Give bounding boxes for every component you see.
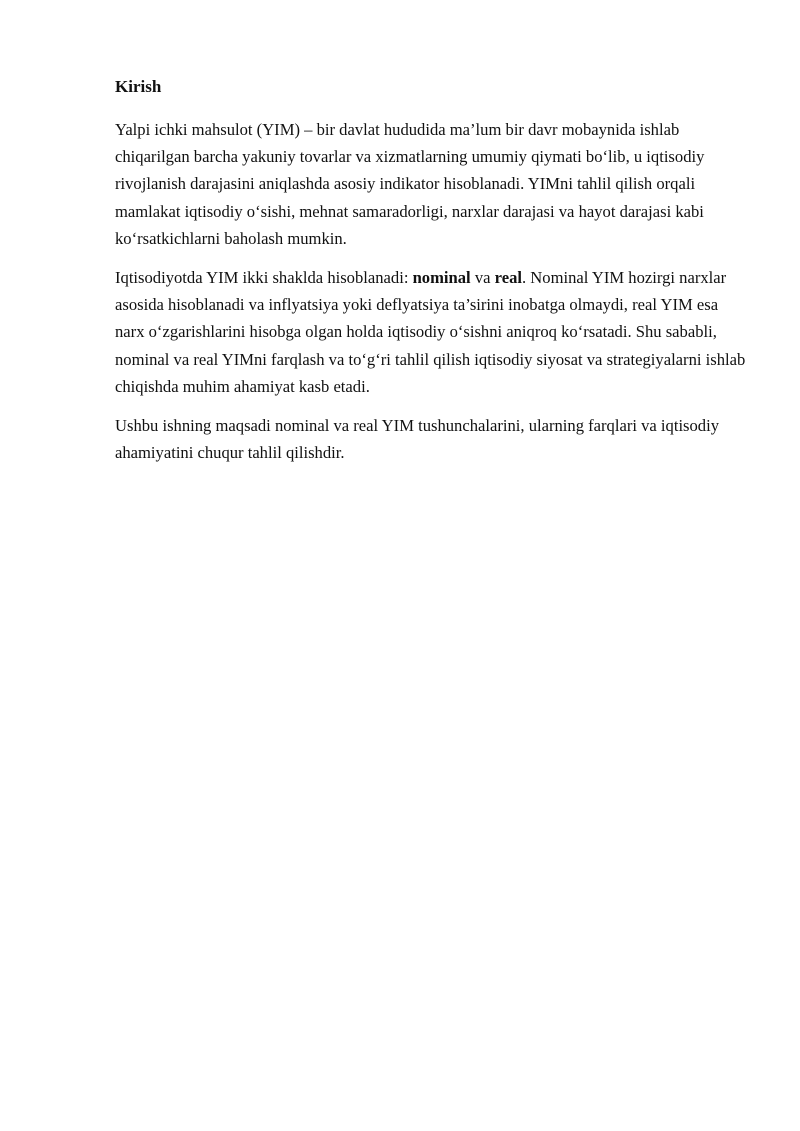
paragraph-2-text-1: Iqtisodiyotda YIM ikki shaklda hisoblanadi: <box>115 268 413 288</box>
term-nominal: nominal <box>412 268 471 288</box>
paragraph-1: Yalpi ichki mahsulot (YIM) – bir davlat hududida ma’lum bir davr mobaynida ishlab chiqarilgan barcha yakuniy tovarlar va xizmatlarning umumiy qiymati bo‘lib, u iqtisodiy rivojlanish darajasini aniqlashda asosiy indikator hisoblanadi. YIMni tahlil qilish orqali mamlakat iqtisodiy o‘sishi, mehnat samaradorligi, narxlar darajasi va hayot darajasi kabi ko‘rsatkichlarni baholash mumkin. <box>115 120 705 248</box>
term-real: real <box>494 268 522 288</box>
document-page <box>115 73 747 478</box>
section-heading: Kirish <box>115 77 162 96</box>
paragraph-2-text-2: va <box>470 268 495 288</box>
paragraph-3: Ushbu ishning maqsadi nominal va real YIM tushunchalarini, ularning farqlari va iqtisodiy ahamiyatini chuqur tahlil qilishdir. <box>115 416 720 463</box>
paragraph-2 <box>115 264 747 400</box>
paragraph-2-text-3: . Nominal YIM hozirgi narxlar asosida hisoblanadi va inflyatsiya yoki deflyatsiya ta’sirini inobatga olmaydi, real YIM esa narx o‘zgarishlarini hisobga olgan holda iqtisodiy o‘sishni aniqroq ko‘rsatadi. Shu sababli, nominal va real YIMni farqlash va to‘g‘ri tahlil qilish iqtisodiy siyosat va strategiyalarni ishlab chiqishda muhim ahamiyat kasb etadi. <box>115 268 746 396</box>
